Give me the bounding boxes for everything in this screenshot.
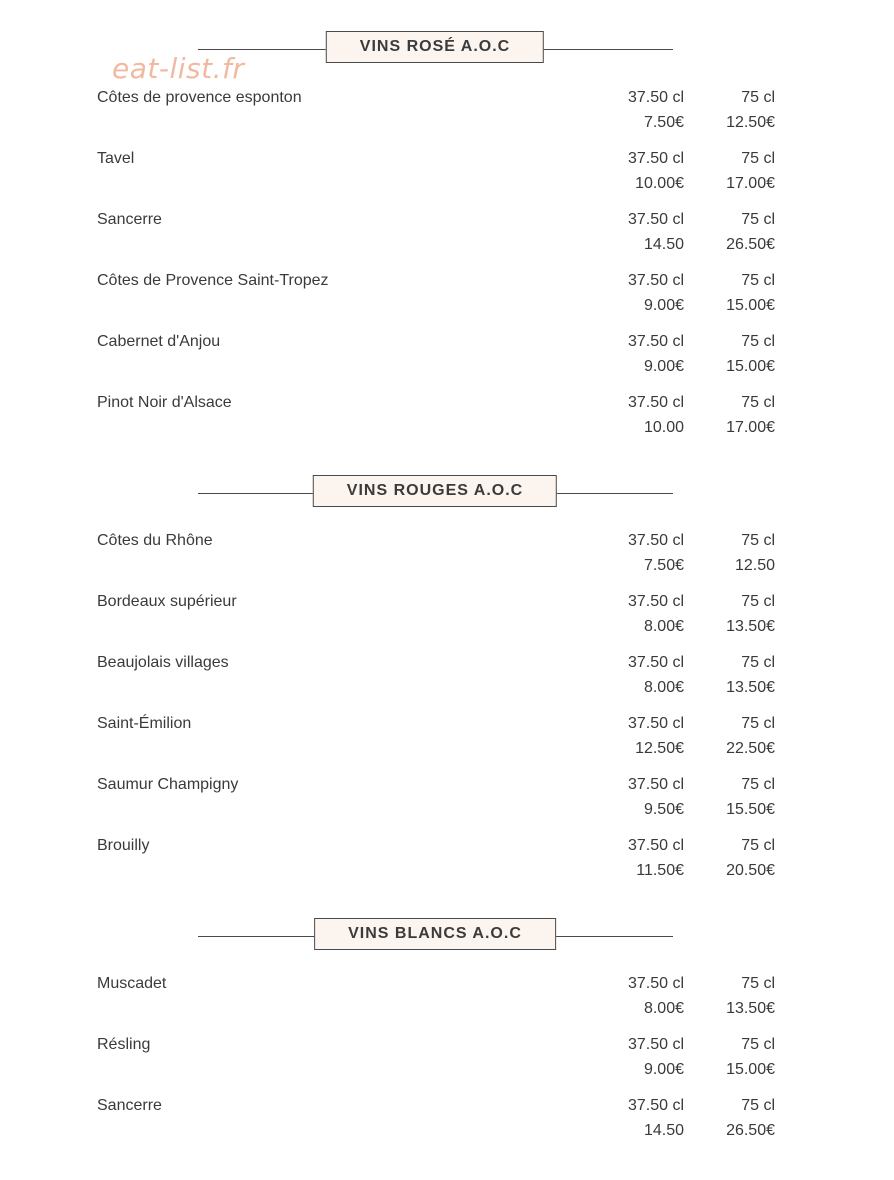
wine-name: Tavel — [97, 150, 135, 167]
section-title: VINS ROUGES A.O.C — [313, 475, 557, 507]
price-small: 7.50€ — [643, 114, 684, 131]
size-large: 75 cl — [741, 715, 775, 732]
size-large: 75 cl — [741, 837, 775, 854]
size-large: 75 cl — [741, 272, 775, 289]
wine-name: Muscadet — [97, 975, 167, 992]
wine-name: Côtes de Provence Saint-Tropez — [97, 272, 329, 289]
wine-item — [0, 530, 894, 591]
wine-item — [0, 87, 894, 148]
section-rouges — [0, 475, 894, 511]
size-small: 37.50 cl — [627, 394, 684, 411]
price-large: 12.50 — [734, 557, 775, 574]
price-small: 10.00 — [643, 419, 684, 436]
size-small: 37.50 cl — [627, 333, 684, 350]
wine-list-rose — [0, 87, 894, 453]
wine-name: Côtes du Rhône — [97, 532, 213, 549]
size-large: 75 cl — [741, 211, 775, 228]
size-large: 75 cl — [741, 975, 775, 992]
price-small: 11.50€ — [636, 862, 684, 879]
wine-name: Pinot Noir d'Alsace — [97, 394, 232, 411]
size-large: 75 cl — [741, 89, 775, 106]
price-large: 20.50€ — [726, 862, 775, 879]
size-large: 75 cl — [741, 150, 775, 167]
size-large: 75 cl — [741, 593, 775, 610]
price-large: 26.50€ — [726, 1122, 775, 1139]
size-small: 37.50 cl — [627, 272, 684, 289]
size-large: 75 cl — [741, 1036, 775, 1053]
price-large: 26.50€ — [726, 236, 775, 253]
price-large: 15.00€ — [726, 297, 775, 314]
price-small: 9.00€ — [643, 297, 684, 314]
wine-name: Côtes de provence esponton — [97, 89, 302, 106]
wine-item — [0, 1034, 894, 1095]
price-large: 12.50€ — [726, 114, 775, 131]
wine-item — [0, 148, 894, 209]
price-large: 15.00€ — [726, 358, 775, 375]
wine-item — [0, 713, 894, 774]
price-small: 10.00€ — [635, 175, 684, 192]
wine-item — [0, 1095, 894, 1156]
price-small: 14.50 — [643, 236, 684, 253]
wine-list-blancs — [0, 973, 894, 1156]
wine-item — [0, 835, 894, 896]
wine-name: Sancerre — [97, 1097, 162, 1114]
price-small: 8.00€ — [643, 679, 684, 696]
price-small: 9.00€ — [643, 358, 684, 375]
size-small: 37.50 cl — [627, 211, 684, 228]
price-large: 15.00€ — [726, 1061, 775, 1078]
wine-item — [0, 331, 894, 392]
wine-name: Cabernet d'Anjou — [97, 333, 221, 350]
price-large: 22.50€ — [726, 740, 775, 757]
section-title: VINS ROSÉ A.O.C — [326, 31, 544, 63]
price-small: 8.00€ — [643, 618, 684, 635]
price-small: 12.50€ — [635, 740, 684, 757]
price-small: 7.50€ — [643, 557, 684, 574]
size-small: 37.50 cl — [627, 975, 684, 992]
wine-name: Saint-Émilion — [97, 715, 192, 732]
wine-item — [0, 392, 894, 453]
size-small: 37.50 cl — [627, 593, 684, 610]
size-small: 37.50 cl — [627, 654, 684, 671]
size-small: 37.50 cl — [627, 89, 684, 106]
wine-name: Résling — [97, 1036, 151, 1053]
size-small: 37.50 cl — [627, 150, 684, 167]
price-small: 8.00€ — [643, 1000, 684, 1017]
size-small: 37.50 cl — [627, 1036, 684, 1053]
section-header — [0, 918, 894, 954]
wine-item — [0, 973, 894, 1034]
watermark-logo: eat-list.fr — [112, 52, 245, 85]
price-large: 17.00€ — [726, 419, 775, 436]
size-small: 37.50 cl — [627, 715, 684, 732]
wine-item — [0, 591, 894, 652]
size-large: 75 cl — [741, 394, 775, 411]
size-large: 75 cl — [741, 333, 775, 350]
size-small: 37.50 cl — [627, 776, 684, 793]
section-blancs — [0, 918, 894, 954]
price-large: 15.50€ — [726, 801, 775, 818]
wine-name: Bordeaux supérieur — [97, 593, 237, 610]
section-header — [0, 475, 894, 511]
price-large: 13.50€ — [726, 679, 775, 696]
price-large: 13.50€ — [726, 1000, 775, 1017]
wine-item — [0, 270, 894, 331]
price-small: 14.50 — [643, 1122, 684, 1139]
wine-name: Brouilly — [97, 837, 150, 854]
price-large: 13.50€ — [726, 618, 775, 635]
wine-item — [0, 209, 894, 270]
size-large: 75 cl — [741, 532, 775, 549]
size-small: 37.50 cl — [627, 1097, 684, 1114]
price-small: 9.00€ — [643, 1061, 684, 1078]
wine-name: Sancerre — [97, 211, 162, 228]
size-small: 37.50 cl — [627, 532, 684, 549]
price-small: 9.50€ — [643, 801, 684, 818]
price-large: 17.00€ — [726, 175, 775, 192]
size-large: 75 cl — [741, 654, 775, 671]
wine-name: Beaujolais villages — [97, 654, 229, 671]
wine-item — [0, 652, 894, 713]
wine-item — [0, 774, 894, 835]
wine-name: Saumur Champigny — [97, 776, 239, 793]
section-title: VINS BLANCS A.O.C — [314, 918, 556, 950]
size-large: 75 cl — [741, 776, 775, 793]
size-large: 75 cl — [741, 1097, 775, 1114]
size-small: 37.50 cl — [627, 837, 684, 854]
wine-list-rouges — [0, 530, 894, 896]
